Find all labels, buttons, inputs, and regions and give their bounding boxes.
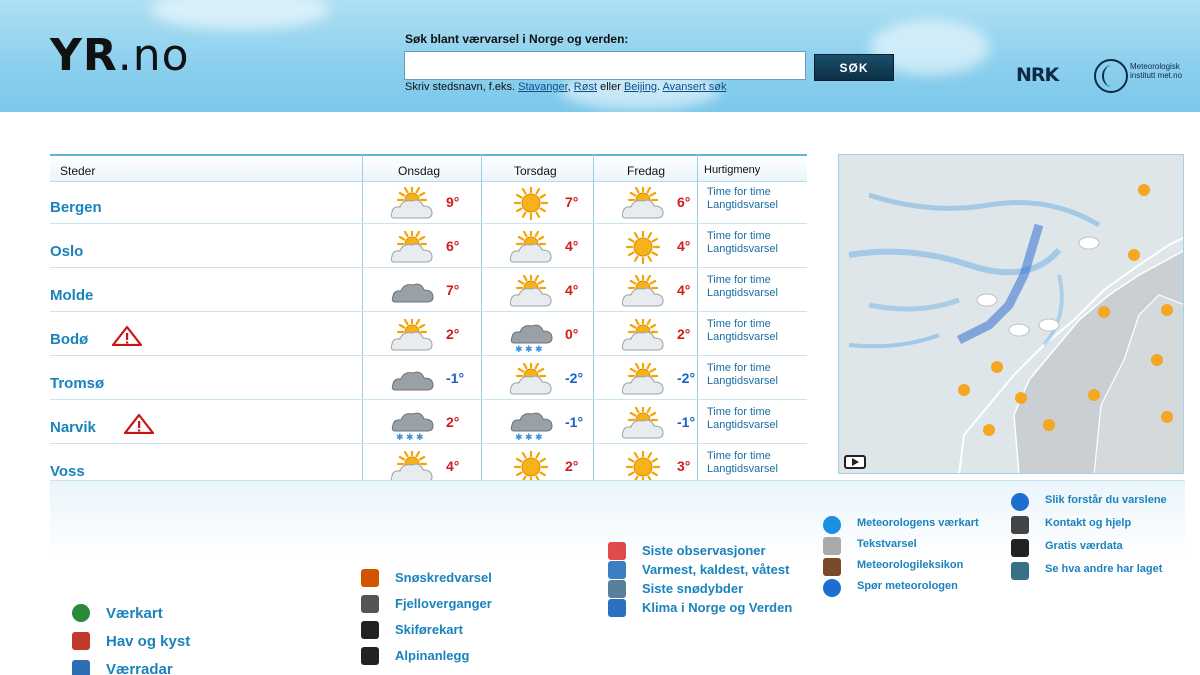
footer-link[interactable]: Se hva andre har laget: [1045, 563, 1163, 575]
hint-link-rost[interactable]: Røst: [573, 81, 598, 93]
hour-by-hour-link[interactable]: Time for time: [707, 230, 771, 242]
footer-link[interactable]: Gratis værdata: [1045, 540, 1123, 552]
snowflake-icon: [608, 580, 626, 598]
quick-menu: [707, 450, 778, 476]
footer-link[interactable]: Meteorologens værkart: [857, 517, 979, 529]
forecast-cell[interactable]: [481, 318, 591, 355]
radar-icon: [72, 660, 90, 675]
weather-map[interactable]: [838, 154, 1184, 474]
hour-by-hour-link[interactable]: Time for time: [707, 450, 771, 462]
logo-main-text: YR: [50, 30, 118, 81]
play-animation-icon[interactable]: [844, 455, 866, 469]
sun-cloud-icon: [507, 231, 555, 265]
forecast-cell[interactable]: [362, 230, 472, 264]
hint-prefix: Skriv stedsnavn, f.eks.: [405, 81, 516, 93]
thermometer-icon: [608, 561, 626, 579]
footer-link[interactable]: Varmest, kaldest, våtest: [642, 562, 790, 577]
place-link[interactable]: Narvik: [50, 419, 96, 436]
hour-by-hour-link[interactable]: Time for time: [707, 186, 771, 198]
footer-link[interactable]: Slik forstår du varslene: [1045, 494, 1167, 506]
table-row: [50, 182, 807, 224]
sun-cloud-icon: [507, 275, 555, 309]
globe-icon: [72, 604, 90, 622]
forecast-cell[interactable]: [481, 186, 591, 220]
footer-link[interactable]: Klima i Norge og Verden: [642, 600, 793, 615]
text-document-icon: [823, 537, 841, 555]
cloud-icon: [388, 275, 436, 309]
person-icon: [1011, 516, 1029, 534]
header-day1: Onsdag: [398, 164, 441, 178]
temperature: 9°: [446, 194, 460, 210]
footer-link[interactable]: Tekstvarsel: [857, 538, 917, 550]
table-row: [50, 402, 807, 444]
snow-cloud-icon: [507, 407, 555, 441]
weather-map-icon: [823, 516, 841, 534]
temperature: 6°: [677, 194, 691, 210]
warning-icon[interactable]: [112, 326, 142, 346]
temperature: 4°: [565, 238, 579, 254]
hour-by-hour-link[interactable]: Time for time: [707, 406, 771, 418]
sun-cloud-icon: [619, 319, 667, 353]
forecast-cell[interactable]: [593, 406, 703, 440]
temperature: -1°: [677, 414, 696, 430]
search-button[interactable]: SØK: [814, 54, 894, 81]
cloud-icon: [388, 363, 436, 397]
code-icon: [1011, 539, 1029, 557]
table-row: [50, 358, 807, 400]
map-graphic: [839, 155, 1184, 474]
temperature: 3°: [677, 458, 691, 474]
sun-cloud-icon: [388, 231, 436, 265]
temperature: 6°: [446, 238, 460, 254]
sun-cloud-icon: [619, 363, 667, 397]
info-icon: [1011, 493, 1029, 511]
search-label: Søk blant værvarsel i Norge og verden:: [405, 32, 629, 46]
long-term-link[interactable]: Langtidsvarsel: [707, 375, 778, 387]
temperature: 2°: [446, 326, 460, 342]
forecast-cell[interactable]: [362, 406, 472, 443]
met-logo-text: Meteorologisk institutt met.no: [1130, 62, 1183, 80]
temperature: 4°: [677, 282, 691, 298]
long-term-link[interactable]: Langtidsvarsel: [707, 243, 778, 255]
long-term-link[interactable]: Langtidsvarsel: [707, 419, 778, 431]
temperature: 2°: [446, 414, 460, 430]
forecast-cell[interactable]: [593, 318, 703, 352]
svg-text:✱: ✱: [416, 433, 424, 443]
long-term-link[interactable]: Langtidsvarsel: [707, 287, 778, 299]
place-link[interactable]: Voss: [50, 463, 85, 480]
windsock-icon: [608, 542, 626, 560]
temperature: 4°: [565, 282, 579, 298]
sun-cloud-icon: [507, 363, 555, 397]
sun-cloud-icon: [619, 407, 667, 441]
temperature: -2°: [565, 370, 584, 386]
svg-text:✱: ✱: [525, 433, 533, 443]
sun-icon: [507, 187, 555, 221]
temperature: 4°: [677, 238, 691, 254]
alpine-skier-icon: [361, 647, 379, 665]
table-row: [50, 226, 807, 268]
snow-cloud-icon: [507, 319, 555, 353]
sun-cloud-icon: [619, 187, 667, 221]
skier-icon: [361, 621, 379, 639]
quick-menu: [707, 362, 778, 388]
place-link[interactable]: Bodø: [50, 331, 89, 348]
header-quick: Hurtigmeny: [704, 164, 761, 176]
book-icon: [823, 558, 841, 576]
temperature: -1°: [446, 370, 465, 386]
quick-menu: [707, 230, 778, 256]
quick-menu: [707, 186, 778, 212]
search-hint: [405, 81, 726, 93]
svg-text:✱: ✱: [535, 345, 543, 355]
long-term-link[interactable]: Langtidsvarsel: [707, 199, 778, 211]
forecast-cell[interactable]: [481, 274, 591, 308]
place-link[interactable]: Oslo: [50, 243, 84, 260]
header-day2: Torsdag: [514, 164, 557, 178]
svg-text:✱: ✱: [515, 345, 523, 355]
footer-link[interactable]: Værkart: [106, 605, 163, 622]
svg-text:✱: ✱: [525, 345, 533, 355]
place-link[interactable]: Bergen: [50, 199, 102, 216]
hint-link-stavanger[interactable]: Stavanger: [518, 81, 568, 93]
sun-cloud-icon: [388, 187, 436, 221]
footer-link[interactable]: Snøskredvarsel: [395, 570, 492, 585]
hint-separator: .: [656, 81, 661, 93]
hint-separator: eller: [600, 81, 621, 93]
search-input[interactable]: [404, 51, 806, 80]
sun-cloud-icon: [619, 275, 667, 309]
forecast-cell[interactable]: [362, 274, 472, 308]
forecast-cell[interactable]: [481, 362, 591, 396]
footer-link[interactable]: Kontakt og hjelp: [1045, 517, 1132, 529]
temperature: -1°: [565, 414, 584, 430]
temperature: 7°: [446, 282, 460, 298]
svg-text:✱: ✱: [406, 433, 414, 443]
met-logo-icon[interactable]: [1094, 59, 1128, 93]
footer-link[interactable]: Spør meteorologen: [857, 580, 958, 592]
temperature: 0°: [565, 326, 579, 342]
car-icon: [361, 595, 379, 613]
footer-link[interactable]: Fjelloverganger: [395, 596, 492, 611]
forecast-cell[interactable]: [362, 362, 472, 396]
forecast-cell[interactable]: [481, 230, 591, 264]
place-link[interactable]: Tromsø: [50, 375, 105, 392]
hint-separator: ,: [567, 81, 571, 93]
header-places: Steder: [60, 164, 96, 178]
header-cloud-decoration: [150, 0, 330, 30]
warning-icon[interactable]: [124, 414, 154, 434]
footer-link[interactable]: Værradar: [106, 661, 173, 675]
quick-menu: [707, 274, 778, 300]
footer-link[interactable]: Alpinanlegg: [395, 648, 470, 663]
logo-domain-text: .no: [117, 30, 190, 81]
quick-menu: [707, 406, 778, 432]
forecast-cell[interactable]: [481, 406, 591, 443]
climate-chart-icon: [608, 599, 626, 617]
temperature: 4°: [446, 458, 460, 474]
sun-cloud-icon: [388, 319, 436, 353]
table-header: [50, 154, 807, 182]
people-icon: [1011, 562, 1029, 580]
table-row: [50, 270, 807, 312]
forecast-cell[interactable]: [593, 362, 703, 396]
footer-link[interactable]: Skiførekart: [395, 622, 463, 637]
nrk-logo[interactable]: NRK: [1016, 64, 1059, 86]
avalanche-icon: [361, 569, 379, 587]
site-logo[interactable]: [50, 30, 190, 81]
forecast-cell[interactable]: [593, 230, 703, 264]
svg-text:✱: ✱: [396, 433, 404, 443]
long-term-link[interactable]: Langtidsvarsel: [707, 331, 778, 343]
svg-text:✱: ✱: [535, 433, 543, 443]
sun-icon: [619, 231, 667, 265]
quick-menu: [707, 318, 778, 344]
table-row: [50, 314, 807, 356]
footer-link[interactable]: Siste snødybder: [642, 581, 744, 596]
forecast-cell[interactable]: [362, 318, 472, 352]
hour-by-hour-link[interactable]: Time for time: [707, 362, 771, 374]
forecast-cell[interactable]: [593, 186, 703, 220]
forecast-cell[interactable]: [362, 186, 472, 220]
forecast-cell[interactable]: [481, 450, 591, 484]
forecast-cell[interactable]: [593, 274, 703, 308]
temperature: 7°: [565, 194, 579, 210]
site-header: [0, 0, 1200, 112]
footer-link[interactable]: Meteorologileksikon: [857, 559, 964, 571]
hour-by-hour-link[interactable]: Time for time: [707, 274, 771, 286]
temperature: -2°: [677, 370, 696, 386]
footer-link[interactable]: Hav og kyst: [106, 633, 191, 650]
footer-link[interactable]: Siste observasjoner: [642, 543, 766, 558]
lighthouse-icon: [72, 632, 90, 650]
long-term-link[interactable]: Langtidsvarsel: [707, 463, 778, 475]
forecast-cell[interactable]: [593, 450, 703, 484]
hint-link-beijing[interactable]: Beijing: [623, 81, 657, 93]
snow-cloud-icon: [388, 407, 436, 441]
advanced-search-link[interactable]: Avansert søk: [662, 81, 727, 93]
temperature: 2°: [565, 458, 579, 474]
hour-by-hour-link[interactable]: Time for time: [707, 318, 771, 330]
header-day3: Fredag: [627, 164, 666, 178]
question-icon: [823, 579, 841, 597]
temperature: 2°: [677, 326, 691, 342]
place-link[interactable]: Molde: [50, 287, 94, 304]
forecast-cell[interactable]: [362, 450, 472, 484]
svg-text:✱: ✱: [515, 433, 523, 443]
